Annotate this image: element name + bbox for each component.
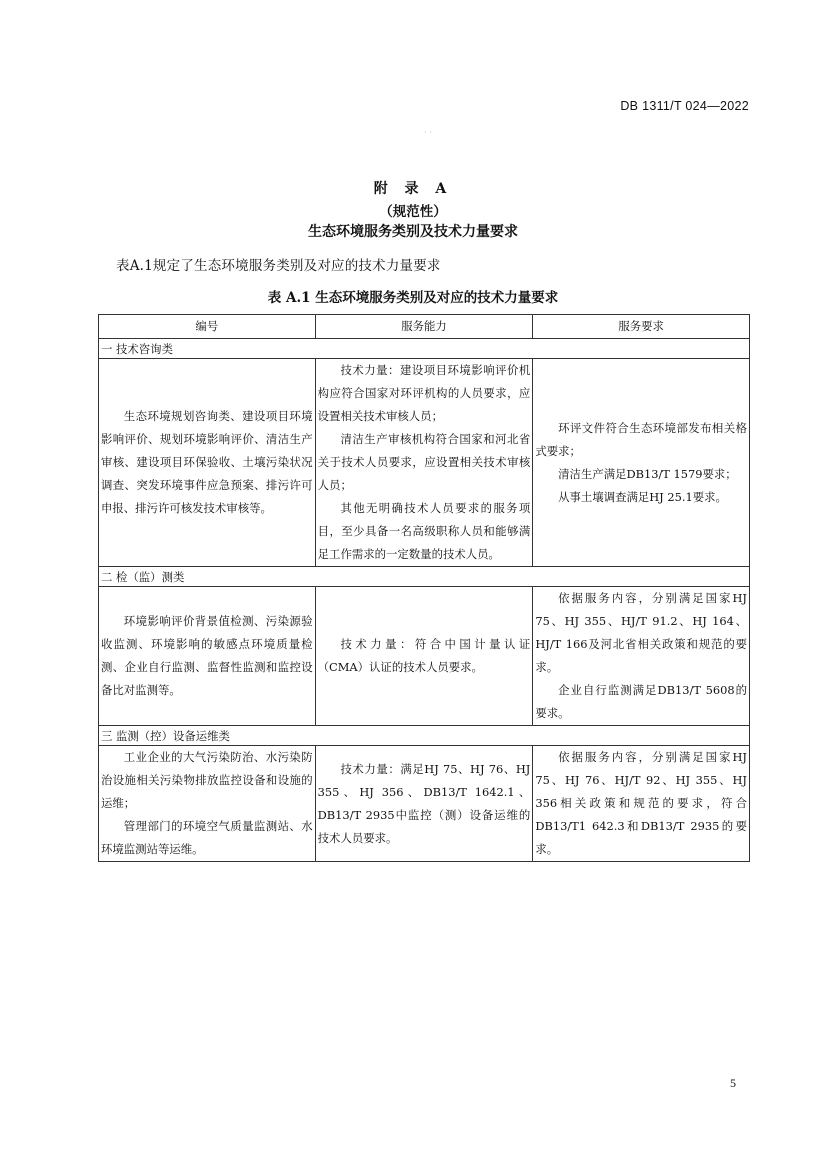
cell-paragraph: 企业自行监测满足DB13/T 5608的要求。	[535, 683, 747, 720]
category-row	[99, 567, 750, 587]
table-caption: 表 A.1 生态环境服务类别及对应的技术力量要求	[267, 290, 559, 306]
cell-paragraph: 清洁生产审核机构符合国家和河北省关于技术人员要求，应设置相关技术审核人员；	[317, 432, 531, 492]
category-row	[99, 726, 750, 746]
category-operation: 三 监测（控）设备运维类	[99, 726, 750, 746]
cell-capability	[315, 587, 533, 726]
cell-paragraph: 工业企业的大气污染防治、水污染防治设施相关污染物排放监控设备和设施的运维；	[101, 750, 313, 810]
category-row	[99, 339, 750, 359]
page-number: 5	[730, 1076, 736, 1090]
cell-requirement	[533, 746, 750, 862]
category-monitoring: 二 检（监）测类	[99, 567, 750, 587]
annex-title: 生态环境服务类别及技术力量要求	[308, 224, 518, 240]
cell-paragraph: 环境影响评价背景值检测、污染源验收监测、环境影响的敏感点环境质量检测、企业自行监测、监督性监测和监控设备比对监测等。	[101, 614, 313, 697]
category-consulting: 一 技术咨询类	[99, 339, 750, 359]
header-requirement: 服务要求	[533, 315, 750, 339]
table-row	[99, 359, 750, 567]
annex-label: 附 录 A	[373, 181, 453, 197]
requirements-table	[98, 314, 750, 862]
standard-code: DB 1311/T 024—2022	[620, 99, 749, 113]
cell-paragraph: 从事土壤调查满足HJ 25.1要求。	[558, 489, 727, 504]
cell-capability	[315, 359, 533, 567]
table-header-row	[99, 315, 750, 339]
cell-paragraph: 技术力量：符合中国计量认证（CMA）认证的技术人员要求。	[317, 637, 531, 674]
table-row	[99, 746, 750, 862]
intro-paragraph: 表A.1规定了生态环境服务类别及对应的技术力量要求	[116, 258, 441, 274]
cell-paragraph: 清洁生产满足DB13/T 1579要求；	[558, 466, 737, 481]
annex-normative: （规范性）	[379, 204, 447, 220]
cell-requirement	[533, 359, 750, 567]
cell-scope	[99, 587, 316, 726]
cell-paragraph: 环评文件符合生态环境部发布相关格式要求；	[535, 420, 747, 458]
scan-artifact: · ·	[424, 128, 432, 137]
cell-requirement	[533, 587, 750, 726]
cell-paragraph: 其他无明确技术人员要求的服务项目，至少具备一名高级职称人员和能够满足工作需求的一定数量的技术人员。	[317, 501, 531, 561]
cell-scope	[99, 746, 316, 862]
cell-paragraph: 技术力量：建设项目环境影响评价机构应符合国家对环评机构的人员要求，应设置相关技术审核人员；	[317, 363, 531, 423]
header-capability: 服务能力	[315, 315, 533, 339]
cell-paragraph: 管理部门的环境空气质量监测站、水环境监测站等运维。	[101, 819, 313, 856]
table-row	[99, 587, 750, 726]
cell-paragraph: 依据服务内容，分别满足国家HJ 75、HJ 355、HJ/T 91.2、HJ 164、HJ/T 166及河北省相关政策和规范的要求。	[535, 591, 747, 674]
cell-scope	[99, 359, 316, 567]
cell-paragraph: 技术力量：满足HJ 75、HJ 76、HJ 355、HJ 356、DB13/T 1642.1、DB13/T 2935中监控（测）设备运维的技术人员要求。	[317, 761, 531, 845]
cell-capability	[315, 746, 533, 862]
cell-paragraph: 依据服务内容，分别满足国家HJ 75、HJ 76、HJ/T 92、HJ 355、HJ 356相关政策和规范的要求，符合DB13/T1 642.3和DB13/T 2935的要求。	[535, 750, 747, 856]
cell-paragraph: 生态环境规划咨询类、建设项目环境影响评价、规划环境影响评价、清洁生产审核、建设项目环保验收、土壤污染状况调查、突发环境事件应急预案、排污许可申报、排污许可核发技术审核等。	[101, 409, 313, 515]
header-code: 编号	[99, 315, 316, 339]
